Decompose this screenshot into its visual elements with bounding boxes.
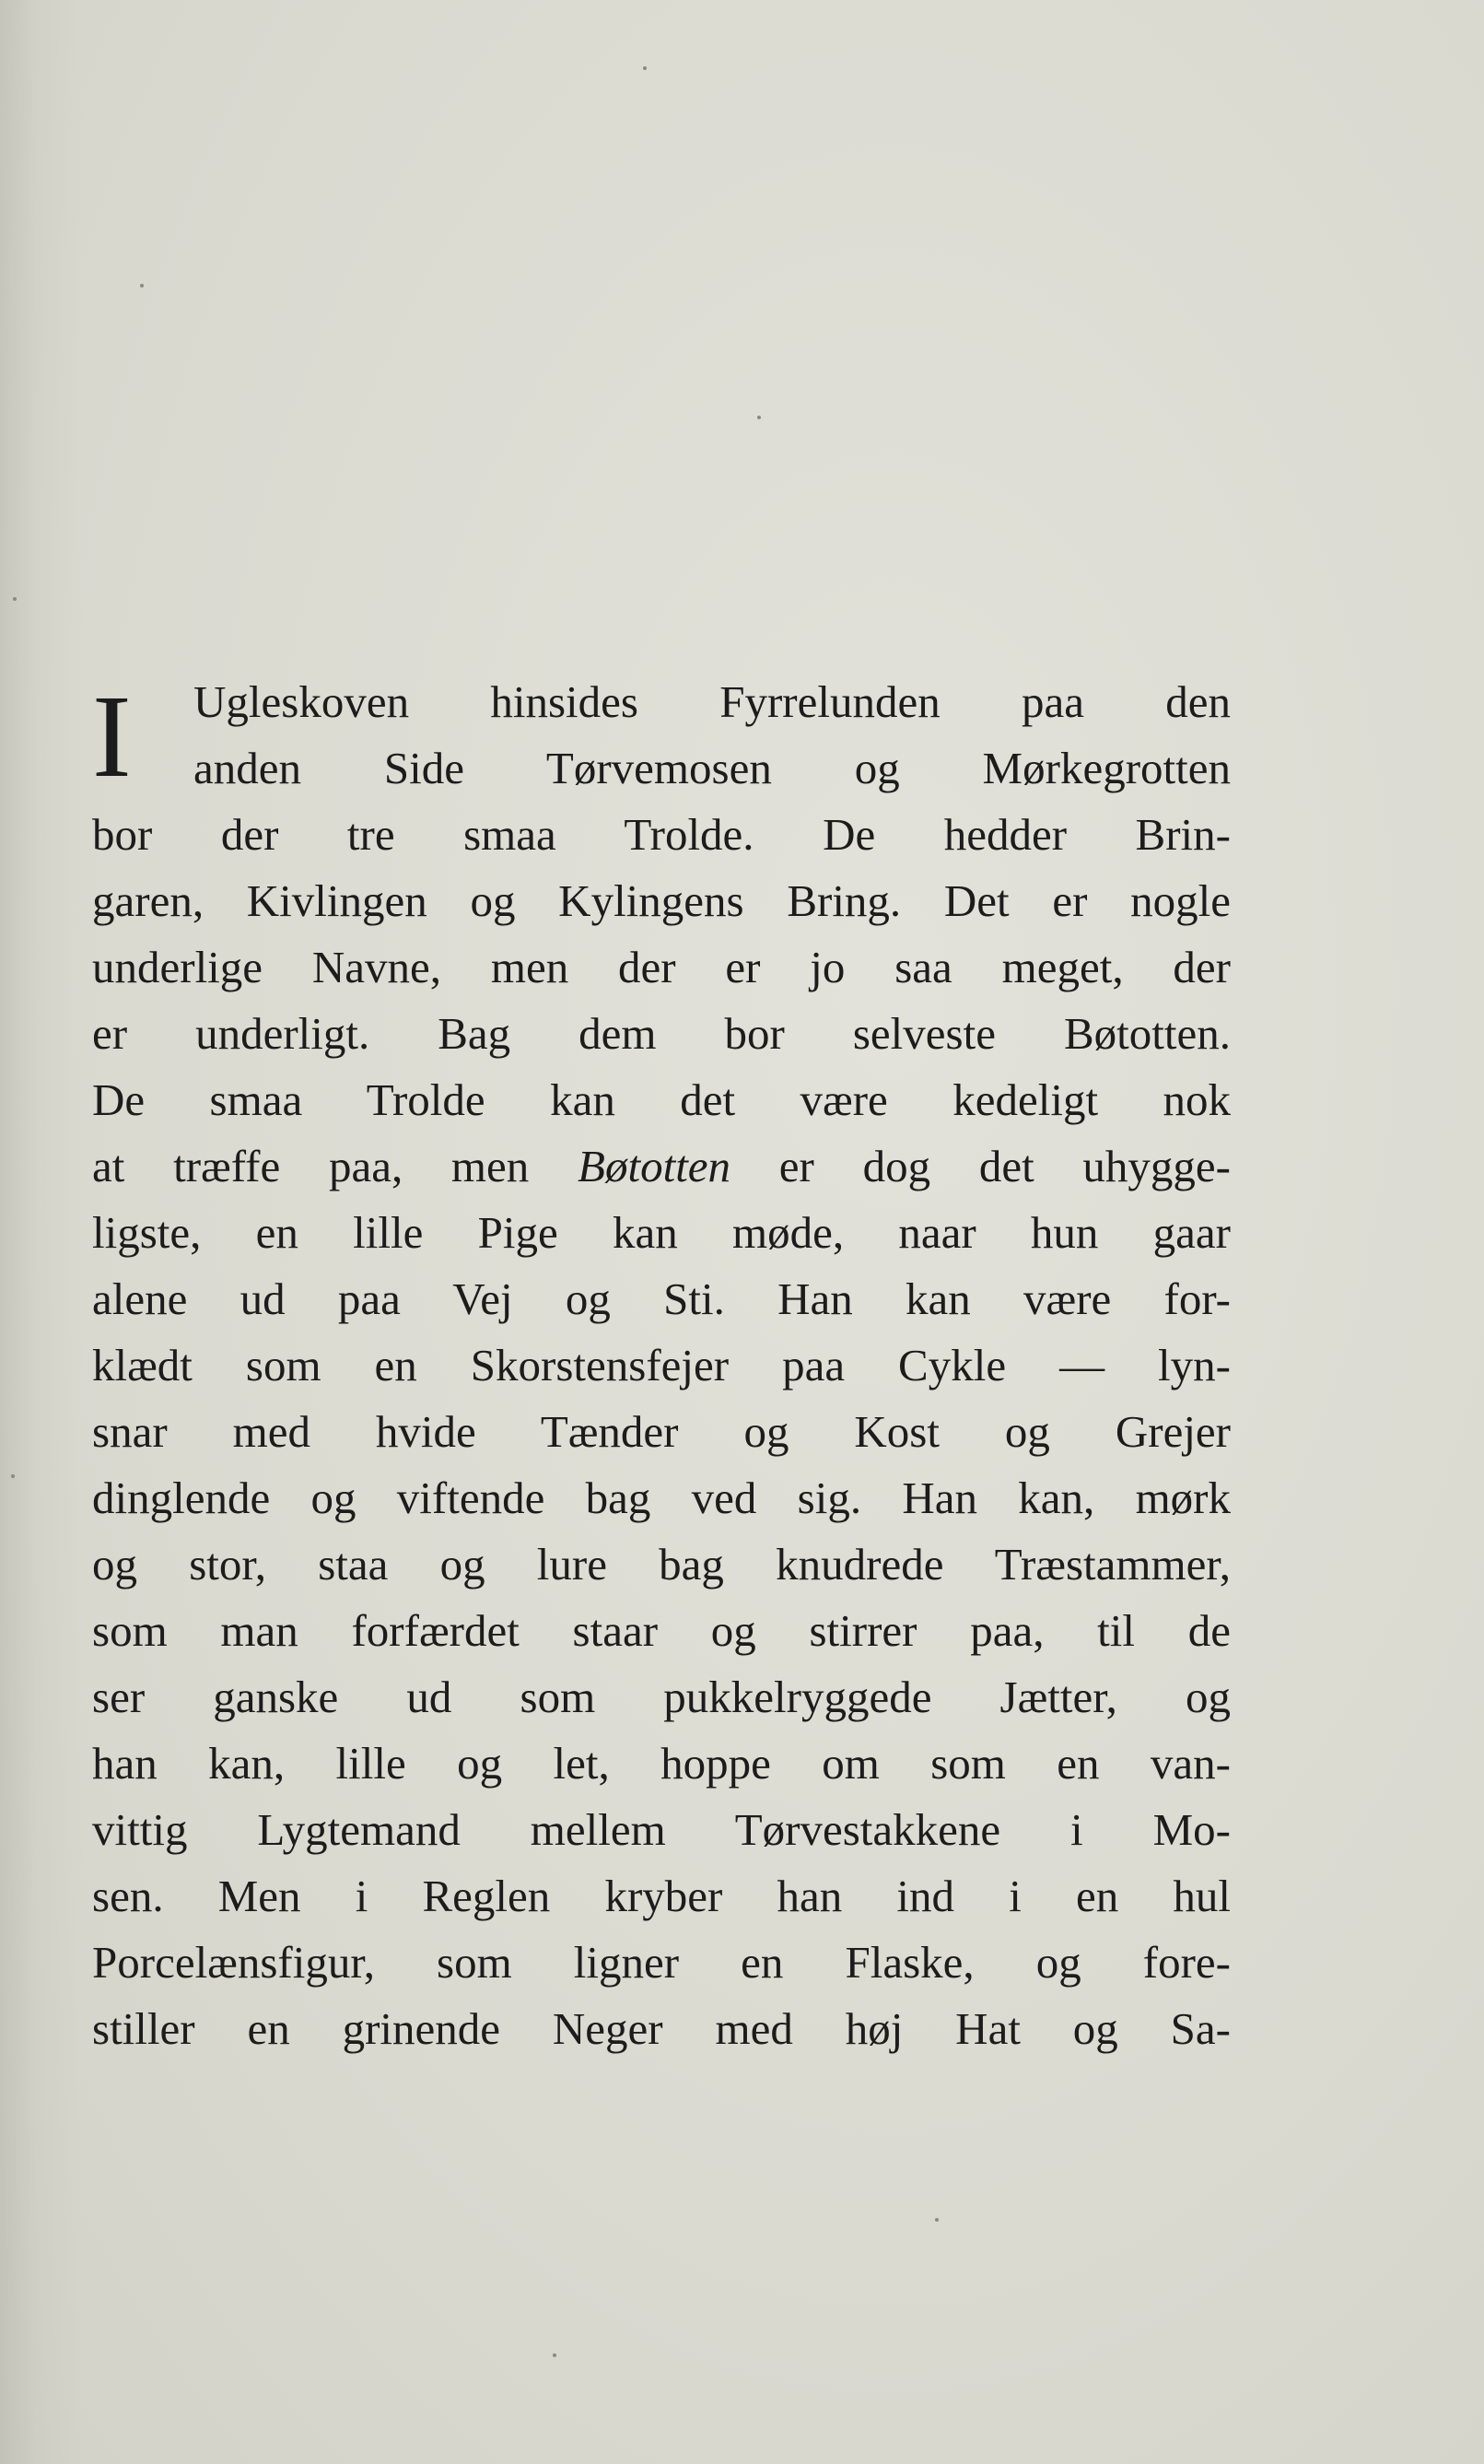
page-speck xyxy=(140,284,144,287)
text-line: er underligt. Bag dem bor selveste Bøtotten. xyxy=(92,1008,1231,1059)
text-line: garen, Kivlingen og Kylingens Bring. Det er nogle xyxy=(92,875,1231,926)
text-line: vittig Lygtemand mellem Tørvestakkene i Mo- xyxy=(92,1804,1231,1855)
text-line: snar med hvide Tænder og Kost og Grejer xyxy=(92,1406,1231,1457)
text-line-with-italic xyxy=(92,1133,1231,1200)
drop-cap: I xyxy=(92,671,132,802)
page-speck xyxy=(935,2218,939,2222)
text-line: De smaa Trolde kan det være kedeligt nok xyxy=(92,1074,1231,1125)
text-line: sen. Men i Reglen kryber han ind i en hul xyxy=(92,1871,1231,1921)
italic-word: Bøtotten xyxy=(578,1141,731,1191)
text-line: ser ganske ud som pukkelryggede Jætter, og xyxy=(92,1672,1231,1722)
text-line: stiller en grinende Neger med høj Hat og Sa- xyxy=(92,2003,1231,2054)
text-line: dinglende og viftende bag ved sig. Han kan, mørk xyxy=(92,1473,1231,1523)
text-line: alene ud paa Vej og Sti. Han kan være for- xyxy=(92,1273,1231,1324)
text-line: Porcelænsfigur, som ligner en Flaske, og fore- xyxy=(92,1937,1231,1988)
text-line: ligste, en lille Pige kan møde, naar hun gaar xyxy=(92,1207,1231,1258)
page-speck xyxy=(11,1474,15,1478)
page-speck xyxy=(553,2353,556,2357)
text-line: klædt som en Skorstensfejer paa Cykle — lyn- xyxy=(92,1340,1231,1390)
text-line: Ugleskoven hinsides Fyrrelunden paa den xyxy=(193,676,1231,727)
page-speck xyxy=(13,597,17,601)
page-speck xyxy=(643,66,647,70)
text-line: underlige Navne, men der er jo saa meget, der xyxy=(92,942,1231,992)
body-text xyxy=(92,669,1231,2062)
text-line: og stor, staa og lure bag knudrede Træstammer, xyxy=(92,1539,1231,1590)
text-line: han kan, lille og let, hoppe om som en van- xyxy=(92,1738,1231,1789)
page-speck xyxy=(757,416,761,419)
text-line: anden Side Tørvemosen og Mørkegrotten xyxy=(193,743,1231,793)
text-line: som man forfærdet staar og stirrer paa, til de xyxy=(92,1605,1231,1656)
text-fragment: er dog det uhygge- xyxy=(778,1141,1231,1191)
text-fragment: at træffe paa, men xyxy=(92,1141,530,1191)
text-line: bor der tre smaa Trolde. De hedder Brin- xyxy=(92,809,1231,860)
